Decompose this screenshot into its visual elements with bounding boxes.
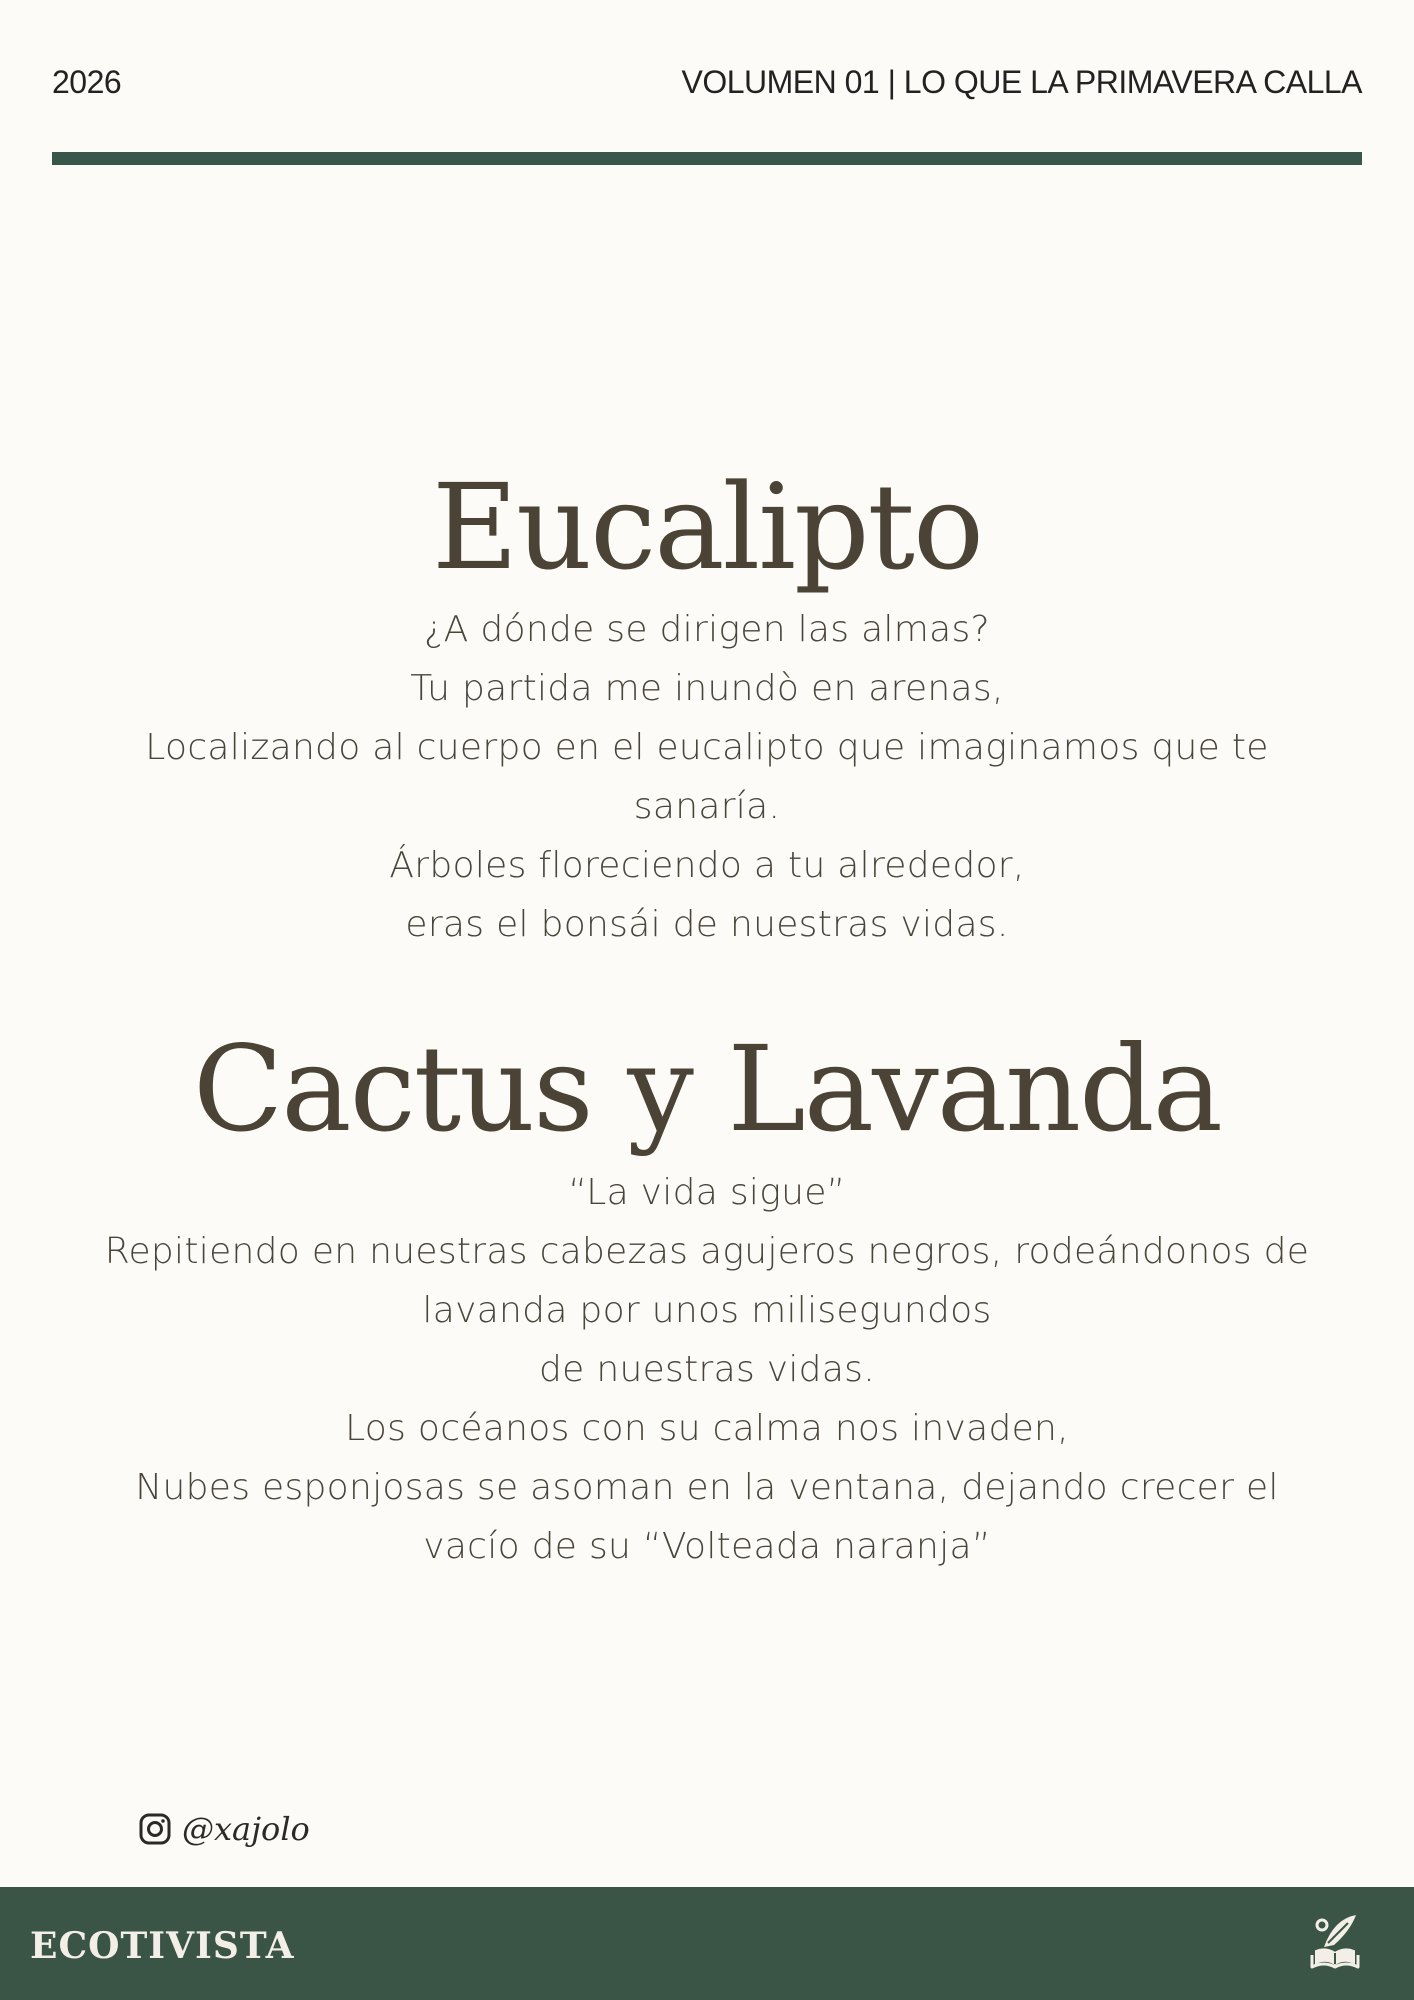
verse-line: “La vida sigue” (568, 1172, 846, 1213)
verse-line: Localizando al cuerpo en el eucalipto que imaginamos que te (145, 727, 1269, 768)
brand-logo-text: ECOTIVISTA (30, 1925, 295, 1967)
volume-label: VOLUMEN 01 | LO QUE LA PRIMAVERA CALLA (681, 64, 1362, 100)
verse-line: Nubes esponjosas se asoman en la ventana, dejando crecer el (135, 1467, 1279, 1508)
book-quill-icon (1304, 1911, 1366, 1977)
verse-line: Tu partida me inundò en arenas, (410, 668, 1004, 709)
year-label: 2026 (52, 64, 122, 100)
instagram-icon (138, 1812, 172, 1846)
instagram-handle-text: @xajolo (182, 1810, 310, 1848)
poem-title-eucalipto: Eucalipto (431, 458, 983, 596)
verse-line: Árboles floreciendo a tu alrededor, (389, 845, 1025, 886)
instagram-handle[interactable] (138, 1810, 310, 1848)
header-divider (52, 152, 1362, 165)
verse-line: ¿A dónde se dirigen las almas? (424, 609, 990, 650)
poem-title-cactus-y-lavanda: Cactus y Lavanda (193, 1020, 1221, 1158)
page-footer (0, 1887, 1414, 2000)
verse-line: sanaría. (633, 786, 781, 827)
verse-line: eras el bonsái de nuestras vidas. (405, 904, 1009, 945)
verse-line: Repitiendo en nuestras cabezas agujeros negros, rodeándonos de (104, 1231, 1310, 1272)
verse-line: de nuestras vidas. (539, 1349, 875, 1390)
verse-line: vacío de su “Volteada naranja” (423, 1526, 991, 1567)
verse-line: Los océanos con su calma nos invaden, (345, 1408, 1069, 1449)
poem-body-cactus-y-lavanda (40, 1163, 1374, 1576)
page-header (52, 64, 1362, 101)
poem-body-eucalipto (40, 600, 1374, 954)
verse-line: lavanda por unos milisegundos (422, 1290, 992, 1331)
